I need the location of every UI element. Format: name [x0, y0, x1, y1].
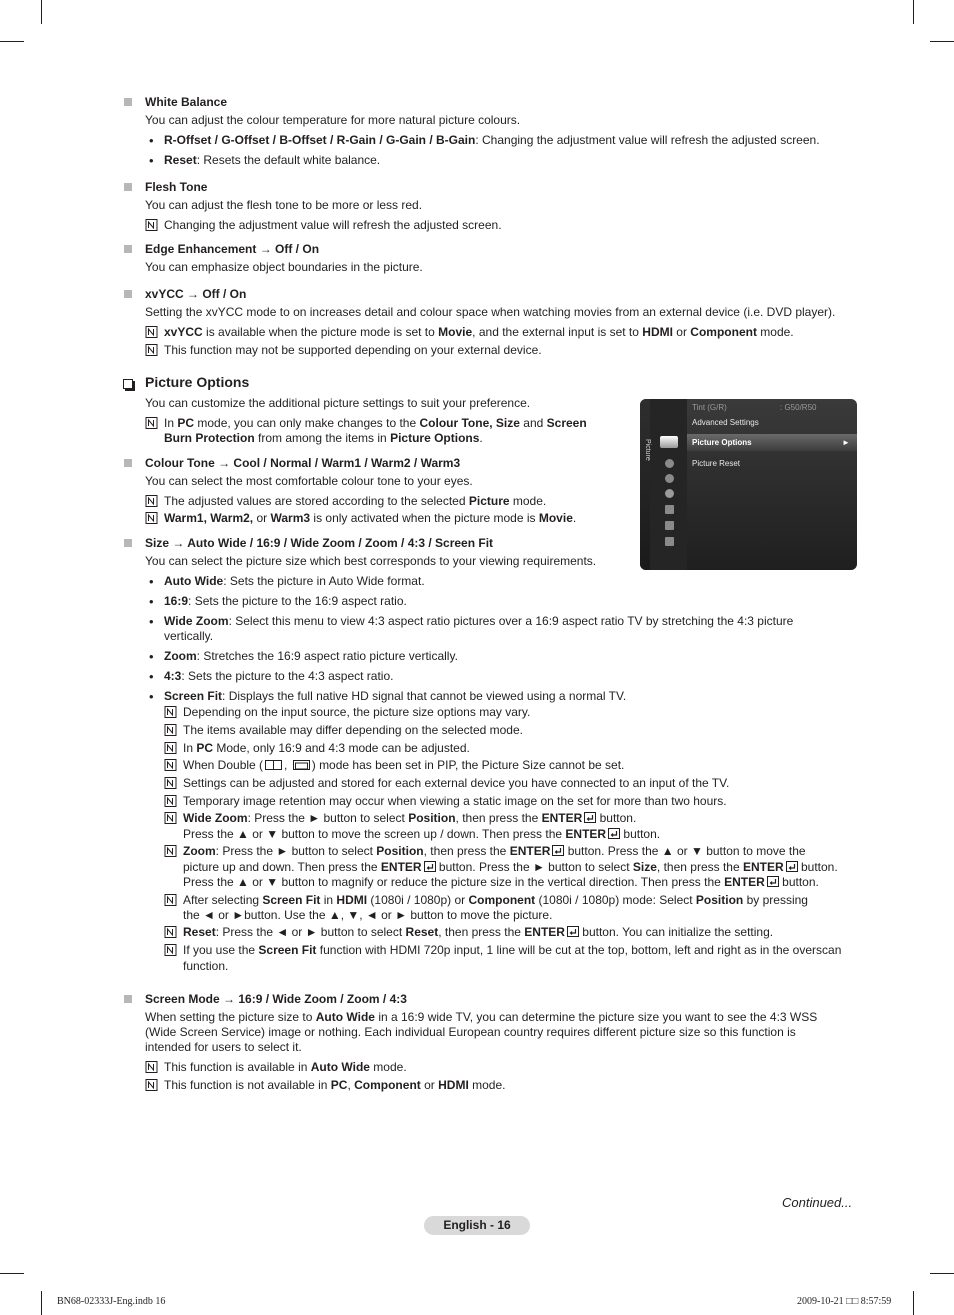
size-note-8: Zoom: Press the ► button to select Position, then press the ENTER button. Press the ▲ or ▼ button to move the [183, 844, 806, 858]
application-icon [665, 521, 674, 530]
square-bullet [124, 245, 132, 253]
bullet-dot: • [149, 689, 154, 704]
note-icon [145, 417, 158, 429]
size-bullet-auto-wide: Auto Wide: Sets the picture in Auto Wide format. [164, 574, 425, 588]
enter-icon [567, 926, 579, 937]
input-icon [665, 505, 674, 514]
enter-icon [786, 861, 798, 872]
xvycc-note-2: This function may not be supported depending on your external device. [164, 343, 542, 357]
note-icon [164, 894, 177, 906]
bullet-dot: • [149, 669, 154, 684]
size-bullet-16-9: 16:9: Sets the picture to the 16:9 aspect ratio. [164, 594, 407, 608]
size-bullet-zoom: Zoom: Stretches the 16:9 aspect ratio picture vertically. [164, 649, 458, 663]
flesh-tone-note: Changing the adjustment value will refresh the adjusted screen. [164, 218, 502, 232]
enter-icon [767, 876, 779, 887]
bullet-dot: • [149, 594, 154, 609]
pip-double-alt-icon [293, 760, 310, 770]
picture-options-note-l1: In PC mode, you can only make changes to the Colour Tone, Size and Screen [164, 416, 587, 430]
picture-options-note-l2: Burn Protection from among the items in Picture Options. [164, 431, 483, 445]
section-title-edge: Edge Enhancement → Off / On [145, 242, 320, 256]
note-icon [145, 1079, 158, 1091]
enter-icon [552, 845, 564, 856]
note-icon [164, 724, 177, 736]
xvycc-desc: Setting the xvYCC mode to on increases detail and colour space when watching movies from an external device (i.e. DVD player). [145, 305, 836, 319]
osd-item-picture-options[interactable]: Picture Options [692, 438, 752, 447]
size-note-9: After selecting Screen Fit in HDMI (1080i / 1080p) or Component (1080i / 1080p) mode: Select Position by pressing [183, 893, 808, 907]
note-icon [145, 495, 158, 507]
screen-mode-desc-l1: When setting the picture size to Auto Wide in a 16:9 wide TV, you can determine the picture size you want to see the 4:3 WSS [145, 1010, 818, 1024]
edge-desc: You can emphasize object boundaries in the picture. [145, 260, 423, 274]
size-note-5: Settings can be adjusted and stored for each external device you have connected to an input of the TV. [183, 776, 730, 790]
screen-mode-desc-l3: intended for users to select it. [145, 1040, 302, 1054]
size-note-11-l2: function. [183, 959, 229, 973]
note-icon [145, 512, 158, 524]
chevron-right-icon: ► [842, 438, 850, 447]
screen-mode-desc-l2: (Wide Screen Service) image or nothing. Each individual European country requires different picture size so this function is [145, 1025, 796, 1039]
section-title-size: Size → Auto Wide / 16:9 / Wide Zoom / Zoom / 4:3 / Screen Fit [145, 536, 494, 550]
tv-menu-screenshot [640, 399, 857, 570]
size-bullet-screen-fit: Screen Fit: Displays the full native HD signal that cannot be viewed using a normal TV. [164, 689, 627, 703]
channel-icon [665, 474, 674, 483]
screen-mode-note-2: This function is not available in PC, Component or HDMI mode. [164, 1078, 506, 1092]
colour-tone-desc: You can select the most comfortable colour tone to your eyes. [145, 474, 473, 488]
size-desc: You can select the picture size which best corresponds to your viewing requirements. [145, 554, 597, 568]
colour-tone-note-1: The adjusted values are stored according to the selected Picture mode. [164, 494, 547, 508]
note-icon [164, 777, 177, 789]
note-icon [164, 926, 177, 938]
xvycc-note-1: xvYCC is available when the picture mode is set to Movie, and the external input is set to HDMI or Component mode. [164, 325, 794, 339]
osd-tint-label: Tint (G/R) [692, 403, 727, 412]
osd-tint-value: : G50/R50 [780, 403, 817, 412]
note-icon [164, 944, 177, 956]
bullet-dot: • [149, 574, 154, 589]
enter-icon [608, 828, 620, 839]
size-note-1: Depending on the input source, the picture size options may vary. [183, 705, 531, 719]
square-bullet [124, 183, 132, 191]
note-icon [164, 795, 177, 807]
bullet-dot: • [149, 133, 154, 148]
page-number-badge: English - 16 [424, 1216, 530, 1235]
note-icon [164, 812, 177, 824]
osd-item-picture-reset[interactable]: Picture Reset [692, 459, 741, 468]
bullet-dot: • [149, 614, 154, 629]
osd-item-advanced-settings[interactable]: Advanced Settings [692, 418, 759, 427]
support-icon [665, 537, 674, 546]
checkbox-bullet [123, 379, 133, 389]
setup-gear-icon [665, 489, 674, 498]
size-note-8-l3: Press the ▲ or ▼ button to magnify or reduce the picture size in the vertical direction. Then press the ENTER button. [183, 875, 819, 889]
osd-side-label: Picture [644, 439, 651, 461]
size-bullet-wide-zoom: Wide Zoom: Select this menu to view 4:3 aspect ratio pictures over a 16:9 aspect ratio TV by stretching the 4:3 picture [164, 614, 794, 628]
print-date-label: 2009-10-21 □□ 8:57:59 [797, 1296, 892, 1307]
square-bullet [124, 995, 132, 1003]
flesh-tone-desc: You can adjust the flesh tone to be more or less red. [145, 198, 423, 212]
size-note-7: Wide Zoom: Press the ► button to select Position, then press the ENTER button. [183, 811, 637, 825]
size-note-11: If you use the Screen Fit function with HDMI 720p input, 1 line will be cut at the top, bottom, left and right as in the overscan [183, 943, 842, 957]
size-note-2: The items available may differ depending on the selected mode. [183, 723, 523, 737]
square-bullet [124, 290, 132, 298]
note-icon [145, 344, 158, 356]
size-note-7-l2: Press the ▲ or ▼ button to move the screen up / down. Then press the ENTER button. [183, 827, 661, 841]
section-title-colour-tone: Colour Tone → Cool / Normal / Warm1 / Warm2 / Warm3 [145, 456, 461, 470]
size-note-9-l2: the ◄ or ►button. Use the ▲, ▼, ◄ or ► button to move the picture. [183, 908, 553, 922]
enter-icon [584, 812, 596, 823]
note-icon [164, 845, 177, 857]
section-title-xvycc: xvYCC → Off / On [145, 287, 247, 301]
continued-label: Continued... [782, 1195, 853, 1210]
note-icon [164, 706, 177, 718]
sound-icon [665, 459, 674, 468]
white-balance-bullet-1: R-Offset / G-Offset / B-Offset / R-Gain / G-Gain / B-Gain: Changing the adjustment value will refresh the adjusted screen. [164, 133, 820, 147]
enter-icon [424, 861, 436, 872]
white-balance-bullet-2: Reset: Resets the default white balance. [164, 153, 381, 167]
size-note-4: When Double ( , ) mode has been set in PIP, the Picture Size cannot be set. [183, 758, 625, 772]
note-icon [145, 219, 158, 231]
section-title-white-balance: White Balance [145, 95, 228, 109]
pip-double-icon [265, 760, 282, 770]
section-title-picture-options: Picture Options [145, 374, 250, 390]
size-note-6: Temporary image retention may occur when viewing a static image on the set for more than two hours. [183, 794, 727, 808]
bullet-dot: • [149, 649, 154, 664]
size-bullet-wide-zoom-l2: vertically. [164, 629, 214, 643]
colour-tone-note-2: Warm1, Warm2, or Warm3 is only activated when the picture mode is Movie. [164, 511, 577, 525]
white-balance-desc: You can adjust the colour temperature for more natural picture colours. [145, 113, 521, 127]
size-bullet-4-3: 4:3: Sets the picture to the 4:3 aspect ratio. [164, 669, 394, 683]
section-title-screen-mode: Screen Mode → 16:9 / Wide Zoom / Zoom / 4:3 [145, 992, 407, 1006]
size-note-10: Reset: Press the ◄ or ► button to select Reset, then press the ENTER button. You can initialize the setting. [183, 925, 774, 939]
file-name-label: BN68-02333J-Eng.indb 16 [57, 1296, 166, 1307]
note-icon [145, 1061, 158, 1073]
size-note-3: In PC Mode, only 16:9 and 4:3 mode can be adjusted. [183, 741, 470, 755]
square-bullet [124, 98, 132, 106]
picture-options-desc: You can customize the additional picture settings to suit your preference. [145, 396, 531, 410]
note-icon [164, 759, 177, 771]
note-icon [164, 742, 177, 754]
note-icon [145, 326, 158, 338]
bullet-dot: • [149, 153, 154, 168]
square-bullet [124, 459, 132, 467]
screen-mode-note-1: This function is available in Auto Wide mode. [164, 1060, 407, 1074]
square-bullet [124, 539, 132, 547]
picture-category-icon [660, 436, 678, 448]
section-title-flesh-tone: Flesh Tone [145, 180, 208, 194]
size-note-8-l2: picture up and down. Then press the ENTER button. Press the ► button to select Size, then press the ENTER button. [183, 860, 838, 874]
